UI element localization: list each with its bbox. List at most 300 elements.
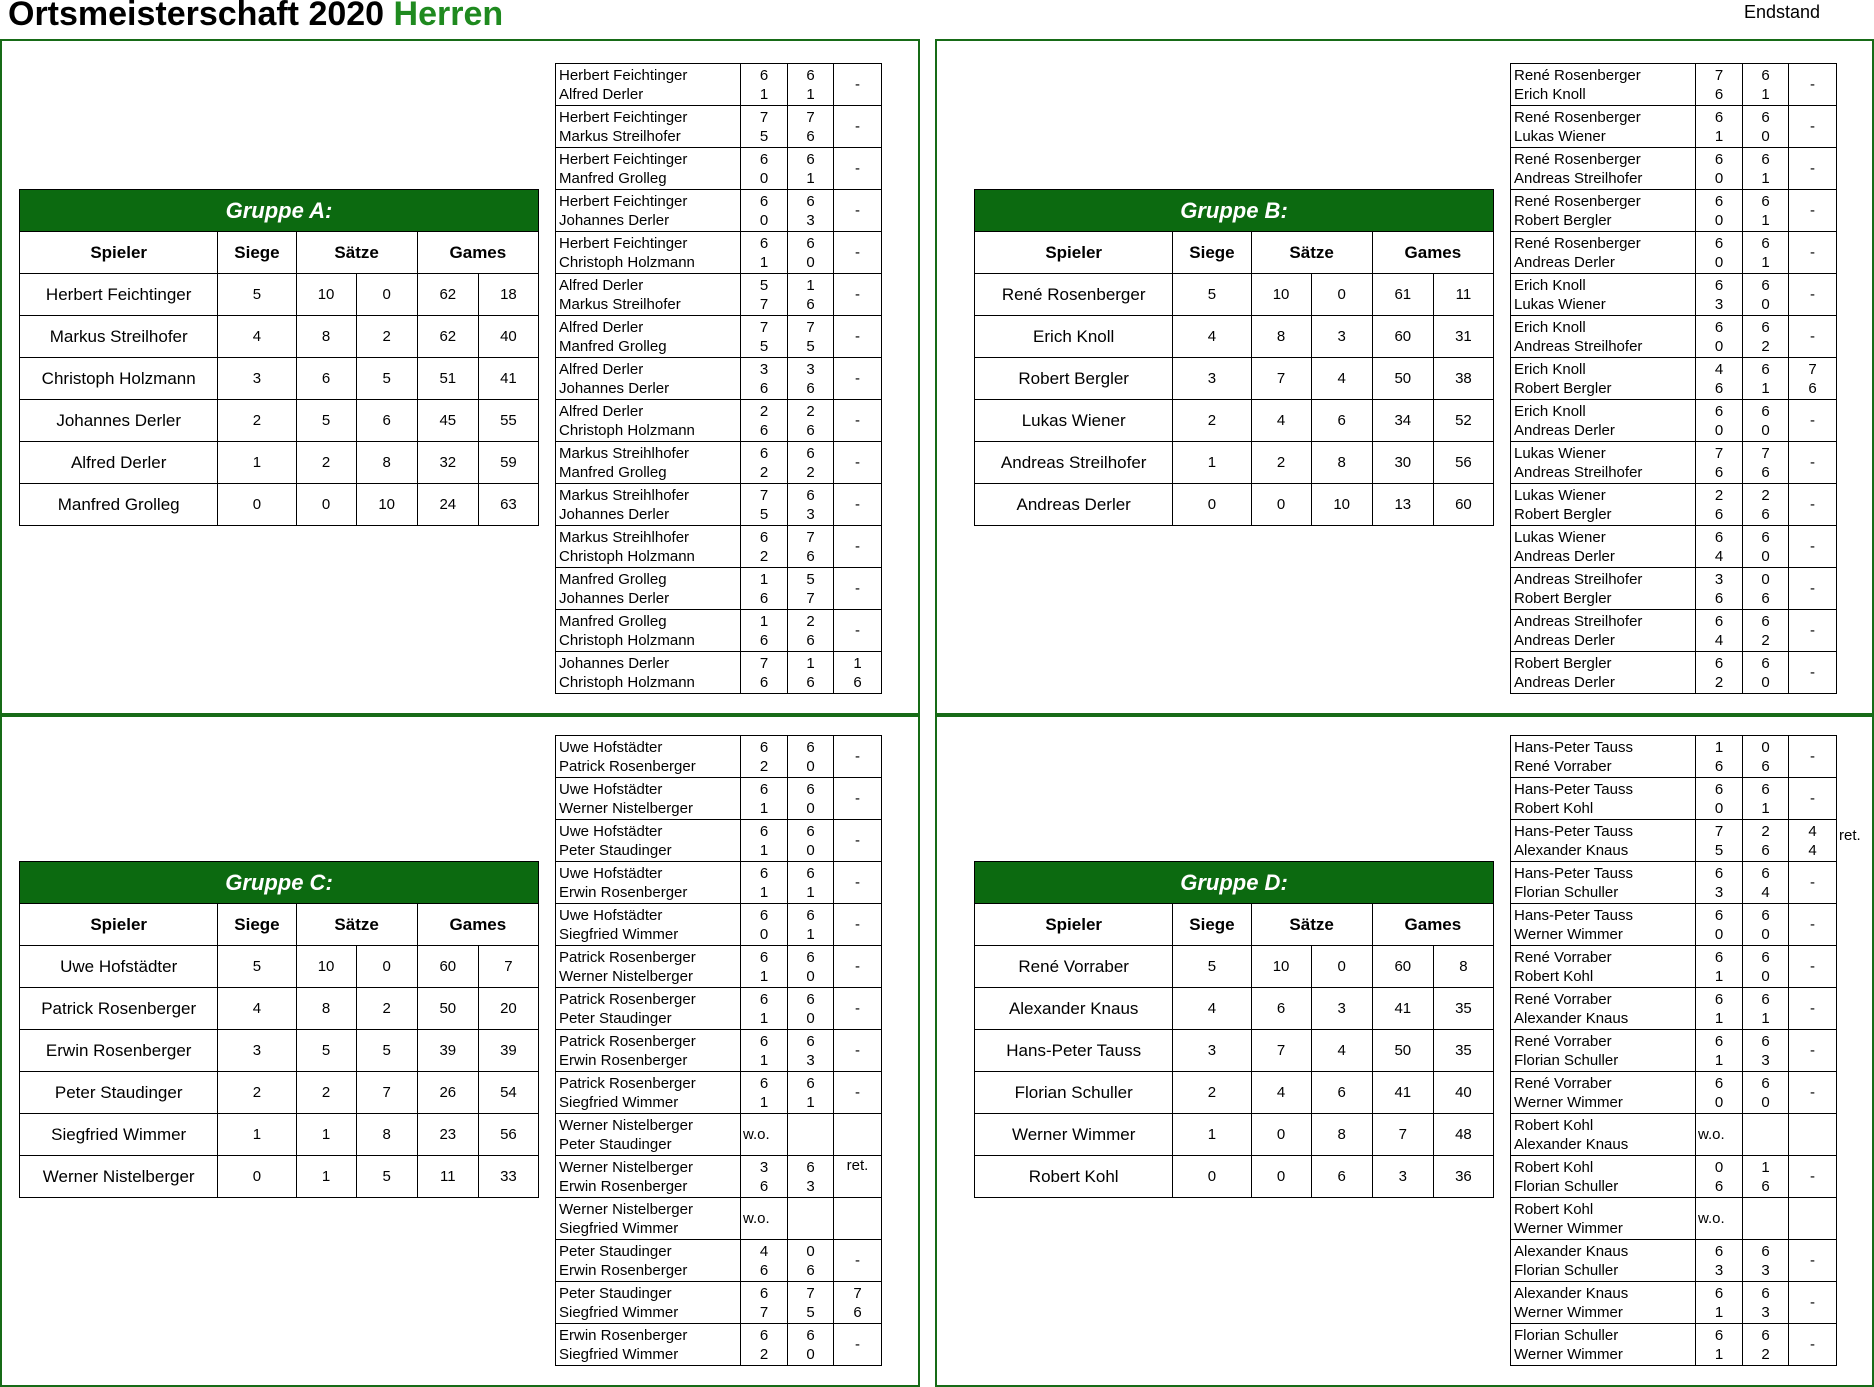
set-score-s1 — [1696, 232, 1743, 274]
set-score-s3: - — [1789, 442, 1837, 484]
set-score-s2 — [1743, 274, 1789, 316]
player-one: René Vorraber — [1514, 948, 1612, 966]
wins: 2 — [218, 400, 296, 442]
set-score-s2 — [1743, 568, 1789, 610]
page-title — [8, 0, 503, 32]
wins: 2 — [1173, 1072, 1251, 1114]
score-top: 4 — [759, 1242, 769, 1260]
player-one: Patrick Rosenberger — [559, 948, 696, 966]
score-top: 3 — [806, 360, 815, 378]
games-lost: 39 — [478, 1030, 538, 1072]
score-top: 6 — [1761, 1074, 1770, 1092]
score-top: 6 — [759, 1284, 769, 1302]
sets-lost: 0 — [1311, 274, 1372, 316]
games-won: 13 — [1372, 484, 1433, 526]
match-players — [1511, 568, 1696, 610]
standings-table-b — [974, 189, 1494, 526]
retired-note: ret. — [1839, 827, 1861, 844]
match-players — [556, 316, 741, 358]
player-one: Andreas Streilhofer — [1514, 612, 1643, 630]
player-two: Robert Bergler — [1514, 505, 1612, 523]
set-score-s3: - — [1789, 904, 1837, 946]
player-two: Werner Wimmer — [1514, 925, 1623, 943]
score-bottom: 1 — [806, 85, 815, 103]
score-bottom: 3 — [1761, 1261, 1770, 1279]
score-top: 1 — [1714, 738, 1724, 756]
set-score-s1 — [741, 778, 788, 820]
player-one: René Rosenberger — [1514, 234, 1641, 252]
group-title: Gruppe A: — [20, 190, 539, 232]
match-row — [556, 106, 882, 148]
games-won: 32 — [417, 442, 478, 484]
score-top: 6 — [1761, 864, 1770, 882]
score-top: 6 — [1761, 906, 1770, 924]
player-two: Johannes Derler — [559, 379, 670, 397]
match-row — [556, 862, 882, 904]
score-top: 6 — [806, 864, 815, 882]
wins: 0 — [1173, 1156, 1251, 1198]
wins: 3 — [1173, 358, 1251, 400]
set-score-s3: - — [1789, 1282, 1837, 1324]
score-top: 5 — [759, 276, 769, 294]
score-bottom: 6 — [1714, 757, 1724, 775]
player-two: Alexander Knaus — [1514, 1135, 1629, 1153]
sets-won: 5 — [296, 1030, 356, 1072]
score-top: 6 — [806, 906, 815, 924]
player-name: Alfred Derler — [20, 442, 218, 484]
match-players — [556, 1156, 741, 1198]
player-two: Andreas Streilhofer — [1514, 337, 1643, 355]
games-lost: 33 — [478, 1156, 538, 1198]
score-top: 6 — [1761, 360, 1770, 378]
wins: 4 — [1173, 988, 1251, 1030]
match-players — [556, 1324, 741, 1366]
score-bottom: 1 — [759, 1093, 769, 1111]
score-top: 6 — [759, 192, 769, 210]
score-bottom: 2 — [1714, 673, 1724, 691]
score-bottom: 1 — [759, 253, 769, 271]
header-wins: Siege — [1173, 904, 1251, 946]
score-bottom: 0 — [1761, 547, 1770, 565]
standings-row — [975, 1114, 1494, 1156]
set-score-s2 — [1743, 358, 1789, 400]
match-players — [556, 904, 741, 946]
score-bottom: 6 — [1761, 463, 1770, 481]
set-score-s3: - — [1789, 148, 1837, 190]
match-row — [556, 232, 882, 274]
sets-won: 0 — [296, 484, 356, 526]
set-score-s1 — [1696, 988, 1743, 1030]
score-bottom: 2 — [759, 757, 769, 775]
set-score-s3: - — [1789, 1240, 1837, 1282]
player-one: Robert Kohl — [1514, 1116, 1594, 1134]
set-score-s2 — [788, 442, 834, 484]
score-bottom: 1 — [1714, 1009, 1724, 1027]
games-lost: 48 — [1433, 1114, 1493, 1156]
player-two: Christoph Holzmann — [559, 547, 695, 565]
player-one: Lukas Wiener — [1514, 444, 1606, 462]
sets-won: 8 — [296, 988, 356, 1030]
set-score-s3: - — [834, 1030, 882, 1072]
player-two: Christoph Holzmann — [559, 631, 695, 649]
set-score-s3: - — [1789, 232, 1837, 274]
games-lost: 63 — [478, 484, 538, 526]
set-score-s2 — [788, 1030, 834, 1072]
walkover-label: w.o. — [741, 1198, 788, 1240]
score-top: 6 — [806, 1032, 815, 1050]
set-score-s3: - — [834, 1240, 882, 1282]
match-players — [1511, 190, 1696, 232]
standings-row — [20, 484, 539, 526]
score-bottom: 2 — [1761, 1345, 1770, 1363]
match-players — [556, 274, 741, 316]
player-one: Alfred Derler — [559, 360, 644, 378]
score-top: 2 — [1761, 486, 1770, 504]
player-two: Siegfried Wimmer — [559, 1303, 679, 1321]
match-row — [1511, 190, 1837, 232]
match-row — [556, 274, 882, 316]
standings-row — [20, 400, 539, 442]
player-one: Uwe Hofstädter — [559, 780, 663, 798]
match-row — [556, 484, 882, 526]
empty-cell — [834, 1114, 882, 1156]
player-two: Siegfried Wimmer — [559, 925, 679, 943]
set-score-s3: - — [1789, 484, 1837, 526]
match-row — [1511, 988, 1837, 1030]
player-two: Alexander Knaus — [1514, 1009, 1629, 1027]
player-one: Robert Kohl — [1514, 1200, 1594, 1218]
standings-row — [975, 400, 1494, 442]
player-two: Florian Schuller — [1514, 883, 1619, 901]
score-top: 7 — [1808, 360, 1817, 378]
match-players — [1511, 610, 1696, 652]
set-score-s3 — [834, 652, 882, 694]
set-score-s2 — [1743, 946, 1789, 988]
player-name: Florian Schuller — [975, 1072, 1173, 1114]
player-one: Hans-Peter Tauss — [1514, 738, 1633, 756]
score-top: 6 — [1714, 1284, 1724, 1302]
set-score-s2 — [788, 358, 834, 400]
set-score-s3: - — [834, 442, 882, 484]
score-top: 6 — [759, 444, 769, 462]
score-bottom: 0 — [806, 799, 815, 817]
set-score-s3: - — [834, 904, 882, 946]
player-one: Lukas Wiener — [1514, 528, 1606, 546]
score-bottom: 1 — [806, 1093, 815, 1111]
sets-lost: 3 — [1311, 316, 1372, 358]
match-players — [1511, 526, 1696, 568]
match-row — [556, 610, 882, 652]
set-score-s1 — [1696, 610, 1743, 652]
set-score-s3: - — [834, 988, 882, 1030]
match-row — [1511, 1198, 1837, 1240]
standings-row — [975, 1072, 1494, 1114]
player-two: Siegfried Wimmer — [559, 1093, 679, 1111]
score-bottom: 1 — [759, 841, 769, 859]
score-top: 7 — [759, 654, 769, 672]
set-score-s2 — [788, 148, 834, 190]
set-score-s1 — [741, 652, 788, 694]
score-top: 6 — [759, 1326, 769, 1344]
standings-row — [20, 358, 539, 400]
match-row — [1511, 610, 1837, 652]
set-score-s3 — [1789, 358, 1837, 400]
player-two: Christoph Holzmann — [559, 673, 695, 691]
games-won: 41 — [1372, 1072, 1433, 1114]
set-score-s2 — [788, 1324, 834, 1366]
sets-lost: 0 — [356, 274, 417, 316]
set-score-s2 — [1743, 1030, 1789, 1072]
score-bottom: 1 — [759, 883, 769, 901]
player-two: Werner Nistelberger — [559, 967, 693, 985]
score-top: 6 — [1761, 654, 1770, 672]
score-top: 6 — [806, 150, 815, 168]
match-players — [556, 736, 741, 778]
set-score-s2 — [788, 568, 834, 610]
score-bottom: 5 — [759, 127, 769, 145]
player-two: Robert Kohl — [1514, 967, 1594, 985]
set-score-s3: - — [834, 232, 882, 274]
group-title: Gruppe D: — [975, 862, 1494, 904]
match-players — [1511, 652, 1696, 694]
set-score-s3: - — [1789, 736, 1837, 778]
match-row — [556, 904, 882, 946]
score-bottom: 6 — [1761, 589, 1770, 607]
match-players — [556, 232, 741, 274]
score-top: 6 — [1761, 276, 1770, 294]
set-score-s2 — [788, 64, 834, 106]
sets-lost: 8 — [1311, 1114, 1372, 1156]
set-score-s1 — [741, 232, 788, 274]
player-one: Hans-Peter Tauss — [1514, 780, 1633, 798]
standings-row — [20, 442, 539, 484]
wins: 0 — [218, 1156, 296, 1198]
set-score-s3: - — [834, 1324, 882, 1366]
score-top: 6 — [759, 150, 769, 168]
score-bottom: 6 — [759, 421, 769, 439]
score-bottom: 2 — [1761, 337, 1770, 355]
title-main: Ortsmeisterschaft 2020 — [8, 0, 385, 33]
sets-won: 6 — [296, 358, 356, 400]
score-bottom: 0 — [1761, 1093, 1770, 1111]
player-name: Erwin Rosenberger — [20, 1030, 218, 1072]
score-top: 6 — [1761, 1284, 1770, 1302]
score-top: 6 — [806, 1158, 815, 1176]
player-two: Florian Schuller — [1514, 1177, 1619, 1195]
score-bottom: 1 — [759, 1009, 769, 1027]
match-players — [556, 1030, 741, 1072]
player-one: Herbert Feichtinger — [559, 150, 688, 168]
games-lost: 54 — [478, 1072, 538, 1114]
sets-won: 10 — [296, 946, 356, 988]
score-bottom: 0 — [1714, 925, 1724, 943]
games-lost: 8 — [1433, 946, 1493, 988]
set-score-s1 — [741, 1156, 788, 1198]
player-one: Johannes Derler — [559, 654, 670, 672]
set-score-s3 — [834, 1282, 882, 1324]
score-top: 6 — [1714, 150, 1724, 168]
player-two: Siegfried Wimmer — [559, 1345, 679, 1363]
player-one: Uwe Hofstädter — [559, 738, 663, 756]
set-score-s3: - — [834, 736, 882, 778]
match-row — [1511, 820, 1837, 862]
score-bottom: 5 — [759, 337, 769, 355]
set-score-s1 — [1696, 862, 1743, 904]
player-two: Johannes Derler — [559, 211, 670, 229]
set-score-s2 — [1743, 736, 1789, 778]
games-lost: 60 — [1433, 484, 1493, 526]
wins: 4 — [218, 316, 296, 358]
wins: 3 — [218, 358, 296, 400]
score-bottom: 6 — [759, 379, 769, 397]
score-top: 6 — [759, 528, 769, 546]
player-two: Werner Wimmer — [1514, 1093, 1623, 1111]
games-lost: 35 — [1433, 1030, 1493, 1072]
sets-lost: 5 — [356, 1030, 417, 1072]
sets-lost: 0 — [1311, 946, 1372, 988]
match-players — [556, 988, 741, 1030]
score-bottom: 0 — [759, 925, 769, 943]
standings-row — [975, 358, 1494, 400]
empty-cell — [1743, 1114, 1789, 1156]
wins: 3 — [1173, 1030, 1251, 1072]
matches-table-a — [555, 63, 882, 694]
games-won: 30 — [1372, 442, 1433, 484]
standings-row — [975, 442, 1494, 484]
player-two: Johannes Derler — [559, 505, 670, 523]
title-highlight: Herren — [393, 0, 504, 33]
set-score-s1 — [741, 64, 788, 106]
set-score-s2 — [788, 610, 834, 652]
score-top: 2 — [759, 402, 769, 420]
empty-cell — [1789, 1114, 1837, 1156]
set-score-s2 — [1743, 148, 1789, 190]
player-two: Patrick Rosenberger — [559, 757, 696, 775]
player-name: Markus Streilhofer — [20, 316, 218, 358]
player-two: Peter Staudinger — [559, 1009, 672, 1027]
set-score-s3: - — [1789, 1324, 1837, 1366]
player-one: René Vorraber — [1514, 990, 1612, 1008]
games-lost: 56 — [1433, 442, 1493, 484]
match-players — [556, 778, 741, 820]
score-bottom: 6 — [1761, 757, 1770, 775]
match-row — [556, 1030, 882, 1072]
score-top: 7 — [759, 318, 769, 336]
match-players — [1511, 484, 1696, 526]
set-score-s2 — [1743, 610, 1789, 652]
player-two: Andreas Derler — [1514, 673, 1615, 691]
score-top: 6 — [806, 822, 815, 840]
player-name: Herbert Feichtinger — [20, 274, 218, 316]
score-top: 6 — [806, 234, 815, 252]
games-won: 7 — [1372, 1114, 1433, 1156]
score-bottom: 1 — [759, 1051, 769, 1069]
score-bottom: 0 — [1714, 1093, 1724, 1111]
score-top: 6 — [1714, 1242, 1724, 1260]
group-title: Gruppe C: — [20, 862, 539, 904]
player-one: Lukas Wiener — [1514, 486, 1606, 504]
score-top: 6 — [1761, 948, 1770, 966]
match-row — [1511, 904, 1837, 946]
match-row — [556, 442, 882, 484]
games-won: 50 — [1372, 358, 1433, 400]
set-score-s2 — [1743, 862, 1789, 904]
wins: 2 — [218, 1072, 296, 1114]
score-bottom: 1 — [759, 85, 769, 103]
player-two: Florian Schuller — [1514, 1051, 1619, 1069]
player-two: Florian Schuller — [1514, 1261, 1619, 1279]
sets-won: 0 — [1251, 1114, 1311, 1156]
match-row — [1511, 1324, 1837, 1366]
match-players — [556, 1282, 741, 1324]
match-players — [1511, 1240, 1696, 1282]
player-one: Alfred Derler — [559, 402, 644, 420]
games-won: 60 — [1372, 316, 1433, 358]
player-one: Uwe Hofstädter — [559, 864, 663, 882]
set-score-s2 — [788, 1072, 834, 1114]
sets-won: 0 — [1251, 484, 1311, 526]
standings-row — [975, 274, 1494, 316]
games-lost: 52 — [1433, 400, 1493, 442]
set-score-s2 — [1743, 484, 1789, 526]
score-top: 6 — [806, 486, 815, 504]
player-two: Manfred Grolleg — [559, 463, 667, 481]
player-name: Hans-Peter Tauss — [975, 1030, 1173, 1072]
score-top: 6 — [759, 990, 769, 1008]
player-two: Siegfried Wimmer — [559, 1219, 679, 1237]
player-two: Robert Bergler — [1514, 379, 1612, 397]
set-score-s1 — [1696, 358, 1743, 400]
set-score-s2 — [788, 400, 834, 442]
score-top: 2 — [806, 612, 815, 630]
score-bottom: 6 — [806, 1261, 815, 1279]
score-bottom: 2 — [759, 463, 769, 481]
match-row — [556, 400, 882, 442]
player-name: Werner Wimmer — [975, 1114, 1173, 1156]
score-bottom: 6 — [759, 1177, 769, 1195]
set-score-s1 — [1696, 484, 1743, 526]
standings-table-d — [974, 861, 1494, 1198]
score-bottom: 1 — [806, 925, 815, 943]
set-score-s2 — [1743, 232, 1789, 274]
score-bottom: 1 — [806, 883, 815, 901]
empty-cell — [1789, 1198, 1837, 1240]
set-score-s1 — [741, 988, 788, 1030]
score-top: 3 — [759, 1158, 769, 1176]
set-score-s1 — [741, 1282, 788, 1324]
empty-cell — [788, 1114, 834, 1156]
games-won: 61 — [1372, 274, 1433, 316]
empty-cell — [834, 1198, 882, 1240]
score-top: 4 — [1808, 822, 1817, 840]
score-top: 6 — [759, 948, 769, 966]
score-top: 6 — [1714, 864, 1724, 882]
score-bottom: 6 — [759, 1261, 769, 1279]
set-score-s1 — [741, 484, 788, 526]
set-score-s3: - — [1789, 1072, 1837, 1114]
player-one: Manfred Grolleg — [559, 570, 667, 588]
player-two: Werner Wimmer — [1514, 1345, 1623, 1363]
match-players — [556, 484, 741, 526]
match-row — [556, 1114, 882, 1156]
set-score-s1 — [1696, 1030, 1743, 1072]
score-bottom: 1 — [1714, 1345, 1724, 1363]
match-row — [1511, 1156, 1837, 1198]
set-score-s1 — [1696, 190, 1743, 232]
score-top: 6 — [1714, 906, 1724, 924]
score-top: 6 — [759, 906, 769, 924]
set-score-s1 — [1696, 736, 1743, 778]
